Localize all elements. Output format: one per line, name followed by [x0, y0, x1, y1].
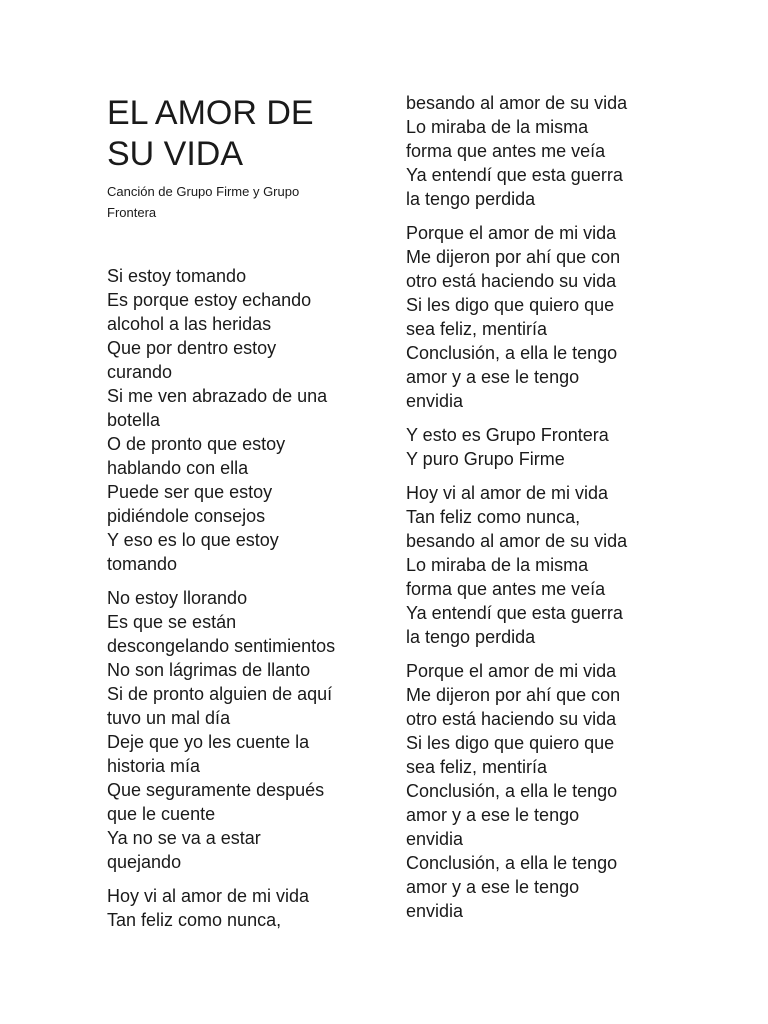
lyric-stanza — [107, 264, 377, 576]
lyric-line: Si de pronto alguien de aquí — [107, 684, 333, 704]
lyric-stanza — [406, 221, 706, 413]
lyric-line: envidia — [406, 391, 464, 411]
lyric-line: envidia — [406, 829, 464, 849]
lyric-stanza — [406, 481, 706, 649]
lyric-line: historia mía — [107, 756, 201, 776]
lyric-line: alcohol a las heridas — [107, 314, 272, 334]
lyric-line: Es que se están — [107, 612, 237, 632]
lyric-stanza — [107, 884, 377, 932]
left-column — [107, 93, 377, 942]
song-subtitle: Canción de Grupo Firme y Grupo Frontera — [107, 184, 300, 220]
title-line: EL AMOR DE — [107, 94, 314, 132]
left-stanzas — [107, 264, 377, 932]
lyric-line: Puede ser que estoy — [107, 482, 273, 502]
lyric-line: Es porque estoy echando — [107, 290, 312, 310]
lyric-line: Conclusión, a ella le tengo — [406, 853, 618, 873]
lyric-line: forma que antes me veía — [406, 141, 606, 161]
lyric-line: Conclusión, a ella le tengo — [406, 781, 618, 801]
lyric-line: sea feliz, mentiría — [406, 757, 548, 777]
lyric-line: forma que antes me veía — [406, 579, 606, 599]
lyric-line: O de pronto que estoy — [107, 434, 286, 454]
lyric-line: hablando con ella — [107, 458, 249, 478]
lyric-stanza — [406, 659, 706, 923]
lyric-line: que le cuente — [107, 804, 216, 824]
lyric-line: la tengo perdida — [406, 627, 536, 647]
lyric-line: amor y a ese le tengo — [406, 805, 580, 825]
song-title — [107, 93, 377, 175]
lyric-line: Y eso es lo que estoy — [107, 530, 279, 550]
lyric-line: Si me ven abrazado de una — [107, 386, 328, 406]
lyric-line: Conclusión, a ella le tengo — [406, 343, 618, 363]
lyric-line: envidia — [406, 901, 464, 921]
lyric-line: Me dijeron por ahí que con — [406, 247, 621, 267]
lyric-line: Tan feliz como nunca, — [406, 507, 581, 527]
lyric-line: quejando — [107, 852, 182, 872]
lyric-line: Deje que yo les cuente la — [107, 732, 310, 752]
lyric-line: otro está haciendo su vida — [406, 709, 617, 729]
lyric-line: amor y a ese le tengo — [406, 367, 580, 387]
lyric-line: descongelando sentimientos — [107, 636, 336, 656]
lyric-line: pidiéndole consejos — [107, 506, 266, 526]
lyric-line: besando al amor de su vida — [406, 93, 628, 113]
lyric-line: Porque el amor de mi vida — [406, 661, 617, 681]
lyric-line: sea feliz, mentiría — [406, 319, 548, 339]
lyric-line: Que por dentro estoy — [107, 338, 277, 358]
lyric-line: Y esto es Grupo Frontera — [406, 425, 609, 445]
lyric-line: Me dijeron por ahí que con — [406, 685, 621, 705]
lyric-stanza — [406, 423, 706, 471]
lyric-line: Y puro Grupo Firme — [406, 449, 565, 469]
lyric-line: Ya no se va a estar — [107, 828, 261, 848]
lyric-line: Lo miraba de la misma — [406, 117, 589, 137]
lyric-line: Si estoy tomando — [107, 266, 247, 286]
lyric-line: tuvo un mal día — [107, 708, 231, 728]
lyric-line: Hoy vi al amor de mi vida — [107, 886, 310, 906]
lyric-line: besando al amor de su vida — [406, 531, 628, 551]
right-column — [406, 91, 706, 933]
lyric-line: Lo miraba de la misma — [406, 555, 589, 575]
lyric-line: Si les digo que quiero que — [406, 295, 615, 315]
lyric-line: Que seguramente después — [107, 780, 325, 800]
lyric-line: tomando — [107, 554, 178, 574]
lyric-line: Hoy vi al amor de mi vida — [406, 483, 609, 503]
lyric-line: Ya entendí que esta guerra — [406, 603, 623, 623]
lyric-line: Si les digo que quiero que — [406, 733, 615, 753]
lyric-line: otro está haciendo su vida — [406, 271, 617, 291]
lyric-line: curando — [107, 362, 173, 382]
lyric-stanza — [107, 586, 377, 874]
lyric-line: Tan feliz como nunca, — [107, 910, 282, 930]
lyric-line: Porque el amor de mi vida — [406, 223, 617, 243]
title-line: SU VIDA — [107, 135, 244, 173]
lyric-line: Ya entendí que esta guerra — [406, 165, 623, 185]
lyric-line: la tengo perdida — [406, 189, 536, 209]
lyric-line: botella — [107, 410, 161, 430]
lyric-line: No son lágrimas de llanto — [107, 660, 311, 680]
lyric-line: No estoy llorando — [107, 588, 248, 608]
lyric-stanza — [406, 91, 706, 211]
lyric-line: amor y a ese le tengo — [406, 877, 580, 897]
